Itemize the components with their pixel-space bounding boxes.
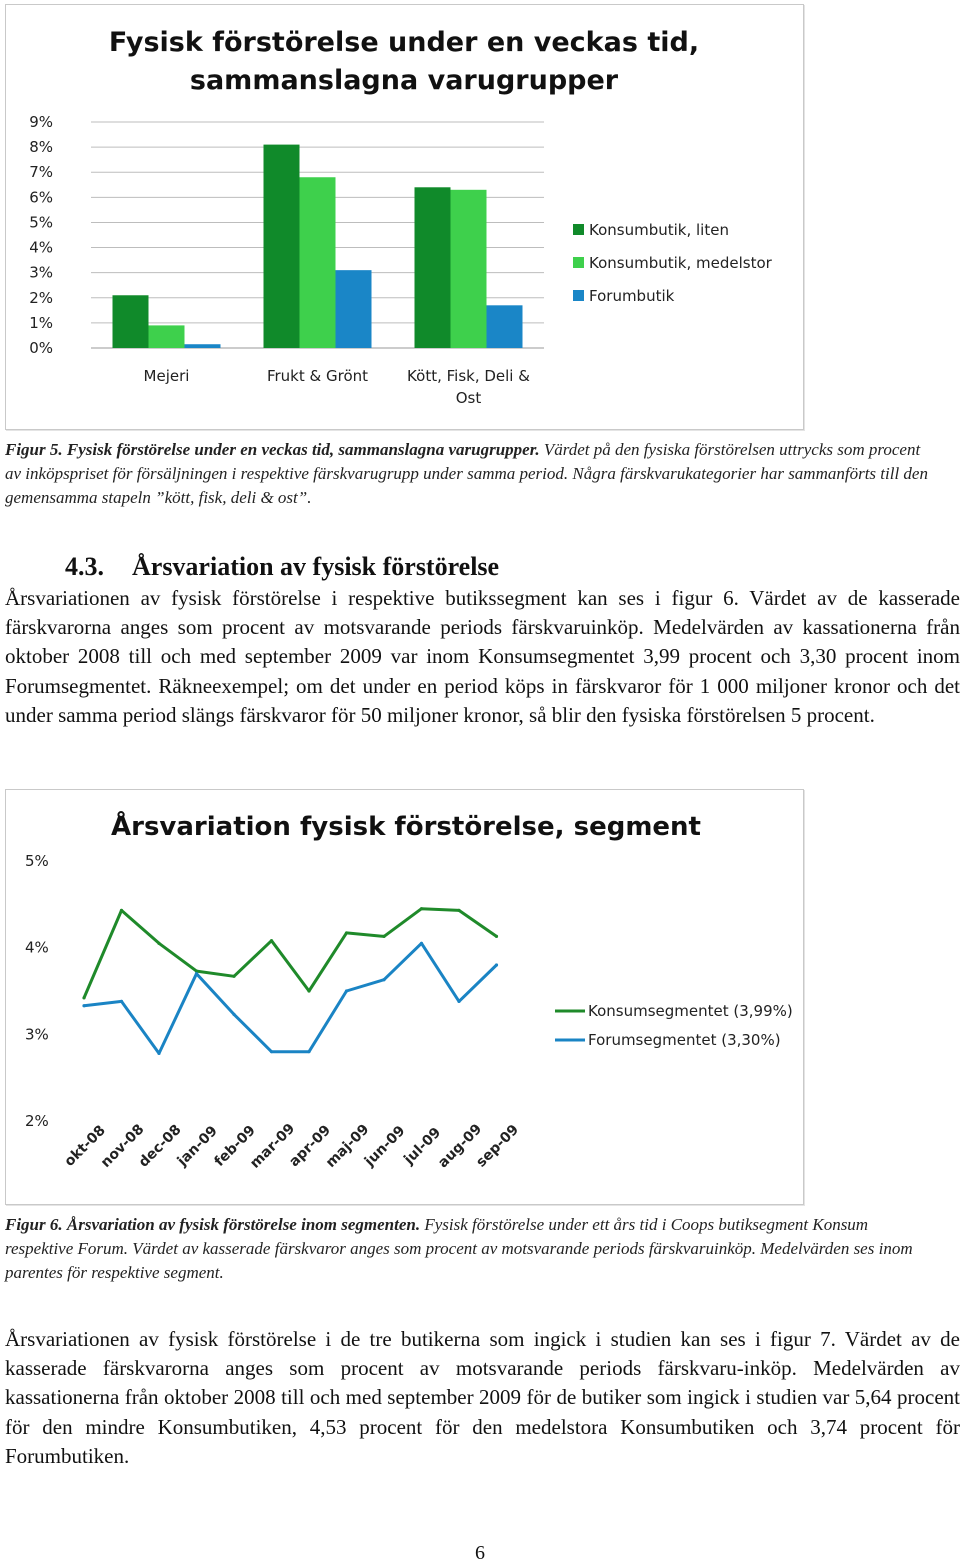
legend-swatch <box>573 290 584 301</box>
figure-5-caption-text: Värdet på den fysiska förstörelsen uttrycks som procent av inköpspriset för försäljningen i respektive färskvarugrupp under samma period. Några färskvarukategorier har sammanförts till den gemensamma stapeln ”kött, fisk, deli & ost”. <box>5 440 928 507</box>
data-point <box>157 1052 160 1055</box>
data-point <box>120 1000 123 1003</box>
y-tick-label: 8% <box>29 138 53 157</box>
section-heading <box>65 552 499 582</box>
x-category-label: Mejeri <box>143 367 190 385</box>
bar <box>336 270 372 348</box>
line-chart-canvas <box>6 790 803 1204</box>
x-category-label: jun-09 <box>361 1122 409 1170</box>
page-number: 6 <box>475 1542 485 1564</box>
x-category-label: Kött, Fisk, Deli & <box>407 367 530 385</box>
data-point <box>495 963 498 966</box>
data-point <box>457 909 460 912</box>
bar-chart-figure-5 <box>5 4 804 430</box>
data-point <box>195 972 198 975</box>
y-tick-label: 2% <box>25 1112 49 1130</box>
figure-5-caption-label: Figur 5. Fysisk förstörelse under en veckas tid, sammanslagna varugrupper. <box>5 440 540 459</box>
x-category-label: maj-09 <box>322 1121 373 1171</box>
legend-swatch <box>573 224 584 235</box>
x-category-label: sep-09 <box>473 1121 523 1171</box>
y-tick-label: 5% <box>25 852 49 870</box>
y-tick-label: 5% <box>29 213 53 232</box>
legend-label: Forumbutik <box>589 287 675 305</box>
figure-6-caption-text: Fysisk förstörelse under ett års tid i Coops butiksegment Konsum respektive Forum. Värdet av kasserade färskvaror anges som procent av motsvarande periods färskvaruinköp. Medelvärden ses inom parentes för respektive segment. <box>5 1215 913 1282</box>
data-point <box>82 996 85 999</box>
chart-title: Årsvariation fysisk förstörelse, segment <box>111 812 701 842</box>
y-tick-label: 2% <box>29 288 53 307</box>
bar-chart-canvas <box>6 5 803 429</box>
series-line <box>84 909 497 998</box>
data-point <box>270 1050 273 1053</box>
y-tick-label: 3% <box>29 263 53 282</box>
y-tick-label: 4% <box>25 938 49 957</box>
bar <box>264 145 300 348</box>
data-point <box>307 989 310 992</box>
data-point <box>270 939 273 942</box>
data-point <box>420 942 423 945</box>
body-paragraph-1: Årsvariationen av fysisk förstörelse i respektive butikssegment kan ses i figur 6. Värdet av de kasserade färskvarorna anges som procent av motsvarande periods färskvaruinköp. Medelvärden av kassationerna från oktober 2008 till och med september 2009 var inom Konsumsegmentet 3,99 procent och 3,30 procent inom Forumsegmentet. Räkneexempel; om det under en period köps in färskvaror för 1 000 miljoner kronor och det under samma period slängs färskvaror för 50 miljoner kronor, så blir den fysiska förstörelsen 5 procent. <box>5 586 960 727</box>
y-tick-label: 4% <box>29 238 53 257</box>
data-point <box>157 942 160 945</box>
legend-label: Konsumsegmentet (3,99%) <box>588 1002 793 1020</box>
data-point <box>82 1004 85 1007</box>
x-category-label: aug-09 <box>435 1121 486 1172</box>
x-category-label: mar-09 <box>247 1120 299 1172</box>
figure-6-caption-label: Figur 6. Årsvariation av fysisk förstörelse inom segmenten. <box>5 1215 421 1234</box>
data-point <box>232 975 235 978</box>
figure-5-caption <box>5 438 935 510</box>
section-number: 4.3. <box>65 552 104 581</box>
bar <box>149 325 185 348</box>
x-category-label: apr-09 <box>286 1122 335 1171</box>
bar <box>487 305 523 348</box>
data-point <box>345 931 348 934</box>
x-category-label: nov-08 <box>97 1121 148 1171</box>
legend-swatch <box>573 257 584 268</box>
chart-title-line: Fysisk förstörelse under en veckas tid, <box>108 27 700 58</box>
x-category-label: jul-09 <box>401 1124 445 1168</box>
data-point <box>382 978 385 981</box>
y-tick-label: 1% <box>29 313 53 332</box>
bar <box>451 190 487 348</box>
x-category-label: okt-08 <box>61 1122 109 1170</box>
y-tick-label: 3% <box>25 1025 49 1044</box>
y-tick-label: 0% <box>29 339 53 357</box>
data-point <box>232 1013 235 1016</box>
x-category-label: dec-08 <box>135 1121 185 1171</box>
data-point <box>457 1000 460 1003</box>
data-point <box>120 909 123 912</box>
x-category-label: Frukt & Grönt <box>266 367 369 385</box>
x-category-label: jan-09 <box>174 1123 221 1170</box>
data-point <box>495 935 498 938</box>
y-tick-label: 7% <box>29 163 53 182</box>
section-title: Årsvariation av fysisk förstörelse <box>132 552 500 581</box>
legend-label: Konsumbutik, liten <box>589 221 729 239</box>
chart-title-line: sammanslagna varugrupper <box>189 65 619 96</box>
x-category-label: feb-09 <box>211 1122 259 1170</box>
figure-6-caption <box>5 1213 935 1285</box>
y-tick-label: 9% <box>29 113 53 131</box>
data-point <box>420 907 423 910</box>
bar <box>113 295 149 348</box>
bar <box>300 177 336 348</box>
body-paragraph-2: Årsvariationen av fysisk förstörelse i de tre butikerna som ingick i studien kan ses i figur 7. Värdet av de kasserade färskvarorna anges som procent av motsvarande periods färskvaru-inköp. Medelvärden av kassationerna från oktober 2008 till och med september 2009 för de butiker som ingick i studien var 5,64 procent för den mindre Konsumbutiken, 4,53 procent för den medelstora Konsumbutiken och 3,74 procent för Forumbutiken. <box>5 1327 960 1468</box>
data-point <box>382 935 385 938</box>
bar <box>185 344 221 348</box>
line-chart-figure-6 <box>5 789 804 1205</box>
series-line <box>84 943 497 1053</box>
x-category-label: Ost <box>455 389 482 407</box>
data-point <box>307 1050 310 1053</box>
data-point <box>345 989 348 992</box>
bar <box>415 187 451 348</box>
y-tick-label: 6% <box>29 188 53 207</box>
legend-label: Forumsegmentet (3,30%) <box>588 1031 781 1049</box>
legend-label: Konsumbutik, medelstor <box>589 254 772 272</box>
